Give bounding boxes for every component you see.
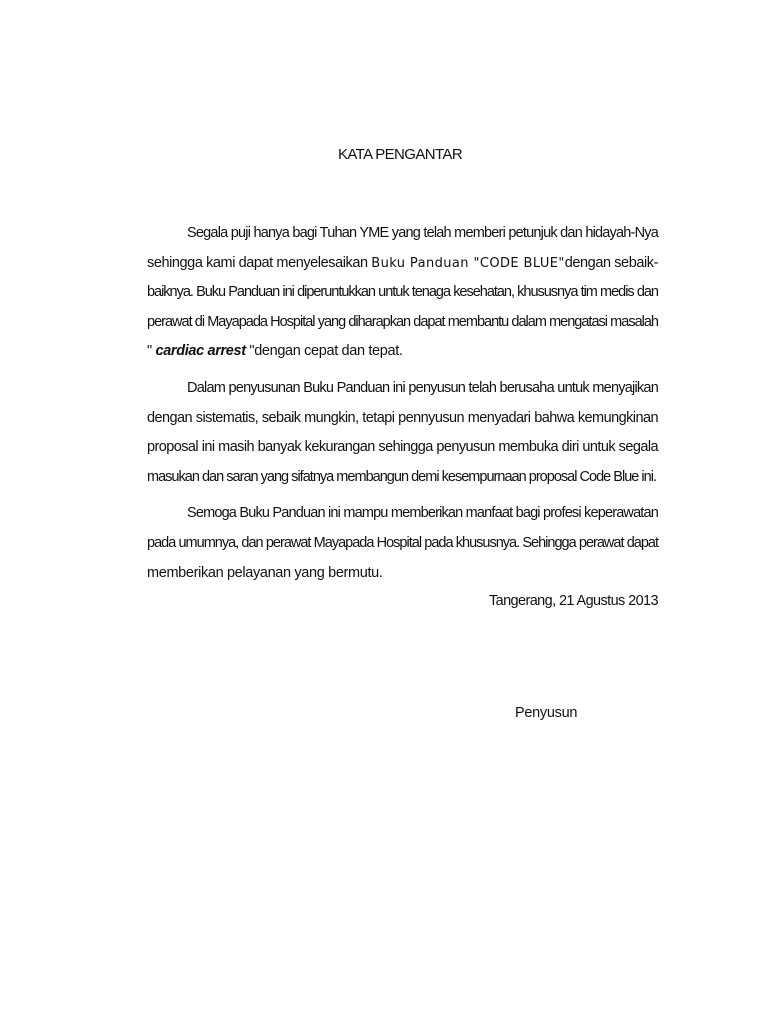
- p1-line-5c: "dengan cepat dan tepat.: [245, 343, 403, 360]
- p2-line-3: proposal ini masih banyak kekurangan sehingga penyusun membuka diri untuk segala: [147, 439, 658, 456]
- p2-line-4: masukan dan saran yang sifatnya membangun demi kesempurnaan proposal Code Blue ini.: [147, 468, 656, 485]
- p2-line-2: dengan sistematis, sebaik mungkin, tetapi pennyusun menyadari bahwa kemungkinan: [147, 409, 658, 426]
- p3-line-2: pada umumnya, dan perawat Mayapada Hospital pada khususnya. Sehingga perawat dapat: [147, 534, 658, 551]
- p2-line-1: Dalam penyusunan Buku Panduan ini penyusun telah berusaha untuk menyajikan: [187, 379, 658, 396]
- p1-line-1: Segala puji hanya bagi Tuhan YME yang telah memberi petunjuk dan hidayah-Nya: [187, 225, 658, 241]
- p1-book-title: Buku Panduan: [371, 255, 469, 271]
- p1-line-5: [147, 337, 658, 367]
- signature-label: Penyusun: [515, 705, 578, 721]
- p1-line-5a: ": [147, 343, 156, 360]
- paragraph-1: [147, 219, 658, 367]
- p1-line-3: baiknya. Buku Panduan ini diperuntukkan untuk tenaga kesehatan, khususnya tim medis dan: [147, 284, 658, 301]
- p1-line-2a: sehingga kami dapat menyelesaikan: [147, 254, 372, 271]
- p1-cardiac-arrest: cardiac arrest: [155, 343, 246, 360]
- p1-line-2: [147, 249, 658, 279]
- page-title: KATA PENGANTAR: [337, 146, 463, 163]
- body-text: [147, 219, 658, 595]
- paragraph-2: [147, 374, 658, 492]
- p1-line-2d: dengan sebaik-: [564, 254, 658, 271]
- date-line: Tangerang, 21 Agustus 2013: [488, 593, 658, 609]
- p1-line-4: perawat di Mayapada Hospital yang diharapkan dapat membantu dalam mengatasi masalah: [147, 313, 658, 330]
- p1-code-blue: "CODE BLUE": [468, 255, 565, 271]
- p3-line-1: Semoga Buku Panduan ini mampu memberikan manfaat bagi profesi keperawatan: [187, 505, 658, 522]
- p3-line-3: memberikan pelayanan yang bermutu.: [147, 564, 383, 581]
- paragraph-3: [147, 499, 658, 588]
